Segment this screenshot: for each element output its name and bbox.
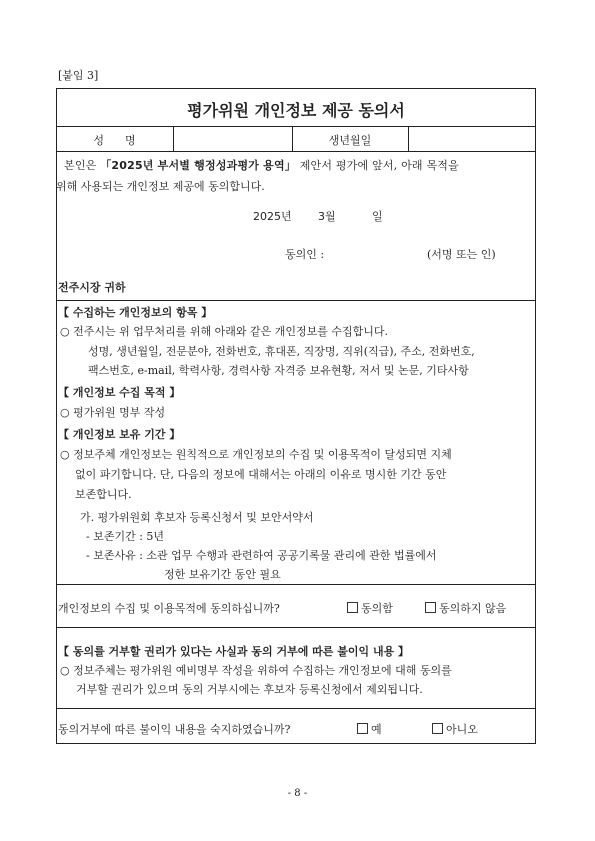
date-day: 일 (372, 210, 383, 223)
consent-agree-option[interactable]: 동의함 (347, 600, 393, 616)
retention-sub-a: 가. 평가위원회 후보자 등록신청서 및 보안서약서 (80, 511, 314, 524)
refusal-line-2: 거부할 권리가 있으며 동의 거부시에는 후보자 등록신청에서 제외됩니다. (76, 683, 423, 696)
retention-line-2: 없이 파기합니다. 단, 다음의 정보에 대해서는 아래의 이유로 명시한 기간 동안 (75, 468, 447, 481)
project-name: 「2025년 부서별 행정성과평가 용역」 (100, 159, 297, 172)
addressee: 전주시장 귀하 (58, 281, 126, 294)
items-line-1: ○ 전주시는 위 업무처리를 위해 아래와 같은 개인정보를 수집합니다. (60, 325, 388, 338)
items-heading: 【 수집하는 개인정보의 항목 】 (58, 306, 213, 319)
purpose-heading: 【 개인정보 수집 목적 】 (58, 386, 181, 399)
retention-line-3: 보존합니다. (75, 488, 132, 501)
birthdate-field[interactable] (411, 132, 533, 148)
checkbox-icon[interactable] (432, 723, 443, 734)
name-field[interactable] (176, 132, 288, 148)
refusal-line-1: ○ 정보주체는 평가위원 예비명부 작성을 위하여 수집하는 개인정보에 대해 동의를 (60, 664, 452, 677)
refusal-no-option[interactable]: 아니오 (432, 721, 478, 737)
divider (56, 126, 536, 127)
refusal-question: 동의거부에 따른 불이익 내용을 숙지하였습니까? (58, 723, 291, 736)
page-number: - 8 - (287, 788, 308, 799)
date-year: 2025년 (253, 210, 292, 223)
items-line-3: 팩스번호, e-mail, 학력사항, 경력사항 자격증 보유현황, 저서 및 논문, 기타사항 (88, 364, 469, 377)
consent-question: 개인정보의 수집 및 이용목적에 동의하십니까? (58, 602, 280, 615)
divider (56, 708, 536, 709)
divider (173, 126, 174, 151)
consent-disagree-option[interactable]: 동의하지 않음 (425, 600, 506, 616)
refusal-heading: 【 동의를 거부할 권리가 있다는 사실과 동의 거부에 따른 불이익 내용 】 (58, 645, 410, 658)
checkbox-icon[interactable] (357, 723, 368, 734)
attachment-label: [붙임 3] (58, 69, 99, 82)
form-title: 평가위원 개인정보 제공 동의서 (187, 101, 405, 120)
purpose-line-1: ○ 평가위원 명부 작성 (60, 406, 166, 419)
checkbox-icon[interactable] (347, 602, 358, 613)
items-line-2: 성명, 생년월일, 전문분야, 전화번호, 휴대폰, 직장명, 직위(직급), 주소, 전화번호, (88, 345, 475, 358)
signature-label: (서명 또는 인) (427, 248, 496, 261)
retention-reason-1: - 보존사유 : 소관 업무 수행과 관련하여 공공기록물 관리에 관한 법률에서 (86, 549, 437, 562)
divider (56, 300, 536, 301)
intro-line-2: 위해 사용되는 개인정보 제공에 동의합니다. (56, 180, 265, 193)
retention-reason-2: 정한 보유기간 동안 필요 (164, 568, 281, 581)
divider (56, 151, 536, 152)
retention-line-1: ○ 정보주체 개인정보는 원칙적으로 개인정보의 수집 및 이용목적이 달성되면 지체 (60, 448, 452, 461)
divider (56, 584, 536, 585)
name-label: 성 명 (93, 134, 136, 147)
divider (56, 627, 536, 628)
retention-heading: 【 개인정보 보유 기간 】 (58, 428, 181, 441)
intro-line-1: 본인은 「2025년 부서별 행정성과평가 용역」 제안서 평가에 앞서, 아래 목적을 (64, 159, 459, 172)
date-month: 3월 (318, 210, 336, 223)
divider (408, 126, 409, 151)
consenter-label: 동의인 : (285, 248, 325, 261)
refusal-yes-option[interactable]: 예 (357, 721, 382, 737)
retention-period: - 보존기간 : 5년 (86, 530, 165, 543)
birthdate-label: 생년월일 (328, 134, 372, 147)
checkbox-icon[interactable] (425, 602, 436, 613)
